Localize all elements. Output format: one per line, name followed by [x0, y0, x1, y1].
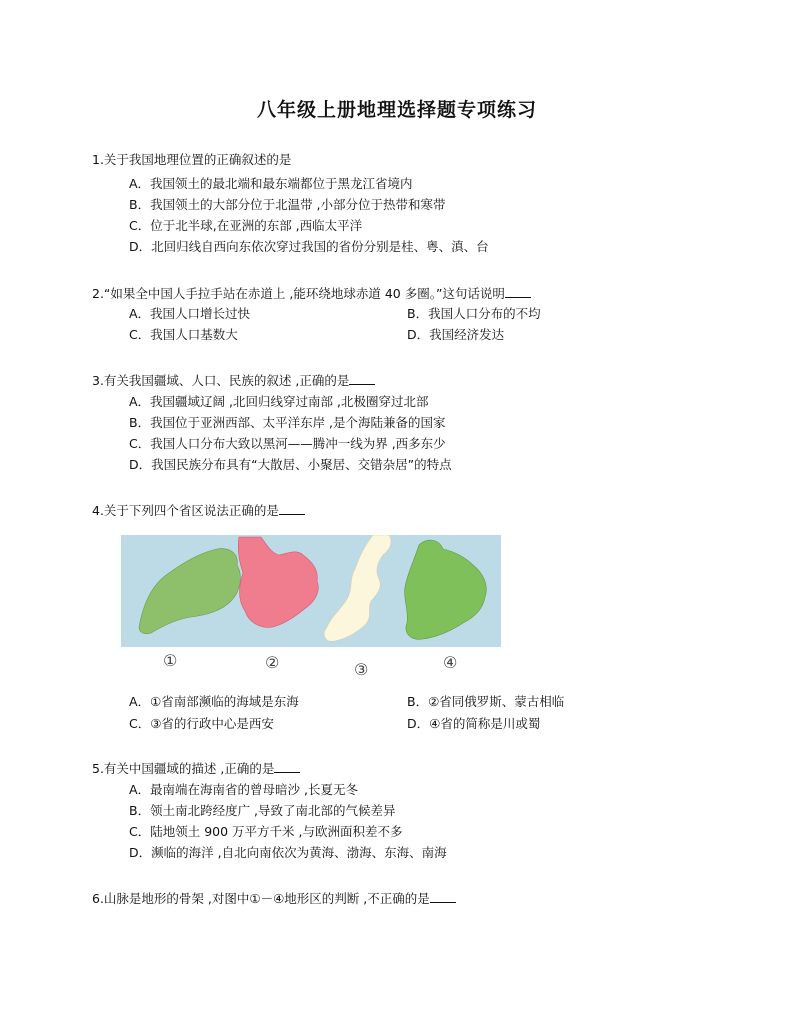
question-1-option-d[interactable]: D．北回归线自西向东依次穿过我国的省份分别是桂、粤、滇、台 — [129, 239, 489, 254]
map-label-3: ③ — [354, 660, 369, 679]
question-3-option-a[interactable]: A．我国疆域辽阔 ,北回归线穿过南部 ,北极圈穿过北部 — [129, 394, 429, 409]
question-1-option-c[interactable]: C．位于北半球,在亚洲的东部 ,西临太平洋 — [129, 218, 363, 233]
question-4-stem: 4.关于下列四个省区说法正确的是 — [92, 502, 305, 519]
question-2-option-c[interactable]: C．我国人口基数大 — [129, 327, 238, 342]
question-3-option-c[interactable]: C．我国人口分布大致以黑河——腾冲一线为界 ,西多东少 — [129, 436, 446, 451]
question-4-option-a[interactable]: A．①省南部濒临的海域是东海 — [129, 694, 299, 709]
question-5-option-c[interactable]: C．陆地领土 900 万平方千米 ,与欧洲面积差不多 — [129, 824, 403, 839]
question-5-option-b[interactable]: B．领土南北跨经度广 ,导致了南北部的气候差异 — [129, 803, 396, 818]
answer-blank — [349, 372, 375, 385]
question-3-option-d[interactable]: D．我国民族分布具有“大散居、小聚居、交错杂居”的特点 — [129, 457, 452, 472]
question-3-stem: 3.有关我国疆域、人口、民族的叙述 ,正确的是 — [92, 372, 375, 389]
answer-blank — [274, 760, 300, 773]
province-maps-figure — [121, 535, 501, 647]
question-5-option-d[interactable]: D．濒临的海洋 ,自北向南依次为黄海、渤海、东海、南海 — [129, 845, 447, 860]
question-4-option-d[interactable]: D．④省的简称是川或蜀 — [407, 716, 541, 731]
question-3-option-b[interactable]: B．我国位于亚洲西部、太平洋东岸 ,是个海陆兼备的国家 — [129, 415, 446, 430]
map-label-1: ① — [163, 651, 178, 670]
question-1-option-a[interactable]: A．我国领土的最北端和最东端都位于黑龙江省境内 — [129, 176, 413, 191]
question-4-option-b[interactable]: B．②省同俄罗斯、蒙古相临 — [407, 694, 565, 709]
question-2-option-d[interactable]: D．我国经济发达 — [407, 327, 505, 342]
question-6-stem: 6.山脉是地形的骨架 ,对图中①－④地形区的判断 ,不正确的是 — [92, 890, 456, 907]
question-1-stem: 1.关于我国地理位置的正确叙述的是 — [92, 152, 292, 167]
question-4-option-c[interactable]: C．③省的行政中心是西安 — [129, 716, 274, 731]
question-2-option-b[interactable]: B．我国人口分布的不均 — [407, 306, 541, 321]
answer-blank — [430, 890, 456, 903]
page-title: 八年级上册地理选择题专项练习 — [256, 99, 537, 121]
map-label-4: ④ — [443, 653, 458, 672]
guangdong-shape — [139, 549, 240, 634]
answer-blank — [505, 285, 531, 298]
answer-blank — [279, 502, 305, 515]
map-label-2: ② — [265, 653, 280, 672]
yunnan-shape — [405, 540, 487, 639]
province-maps-svg — [121, 535, 501, 647]
question-2-option-a[interactable]: A．我国人口增长过快 — [129, 306, 251, 321]
question-5-stem: 5.有关中国疆域的描述 ,正确的是 — [92, 760, 300, 777]
question-5-option-a[interactable]: A．最南端在海南省的曾母暗沙 ,长夏无冬 — [129, 782, 358, 797]
shaanxi-shape — [324, 535, 391, 641]
heilongjiang-shape — [238, 537, 318, 627]
question-1-option-b[interactable]: B．我国领土的大部分位于北温带 ,小部分位于热带和寒带 — [129, 197, 446, 212]
question-2-stem: 2.“如果全中国人手拉手站在赤道上 ,能环绕地球赤道 40 多圈。”这句话说明 — [92, 285, 531, 302]
